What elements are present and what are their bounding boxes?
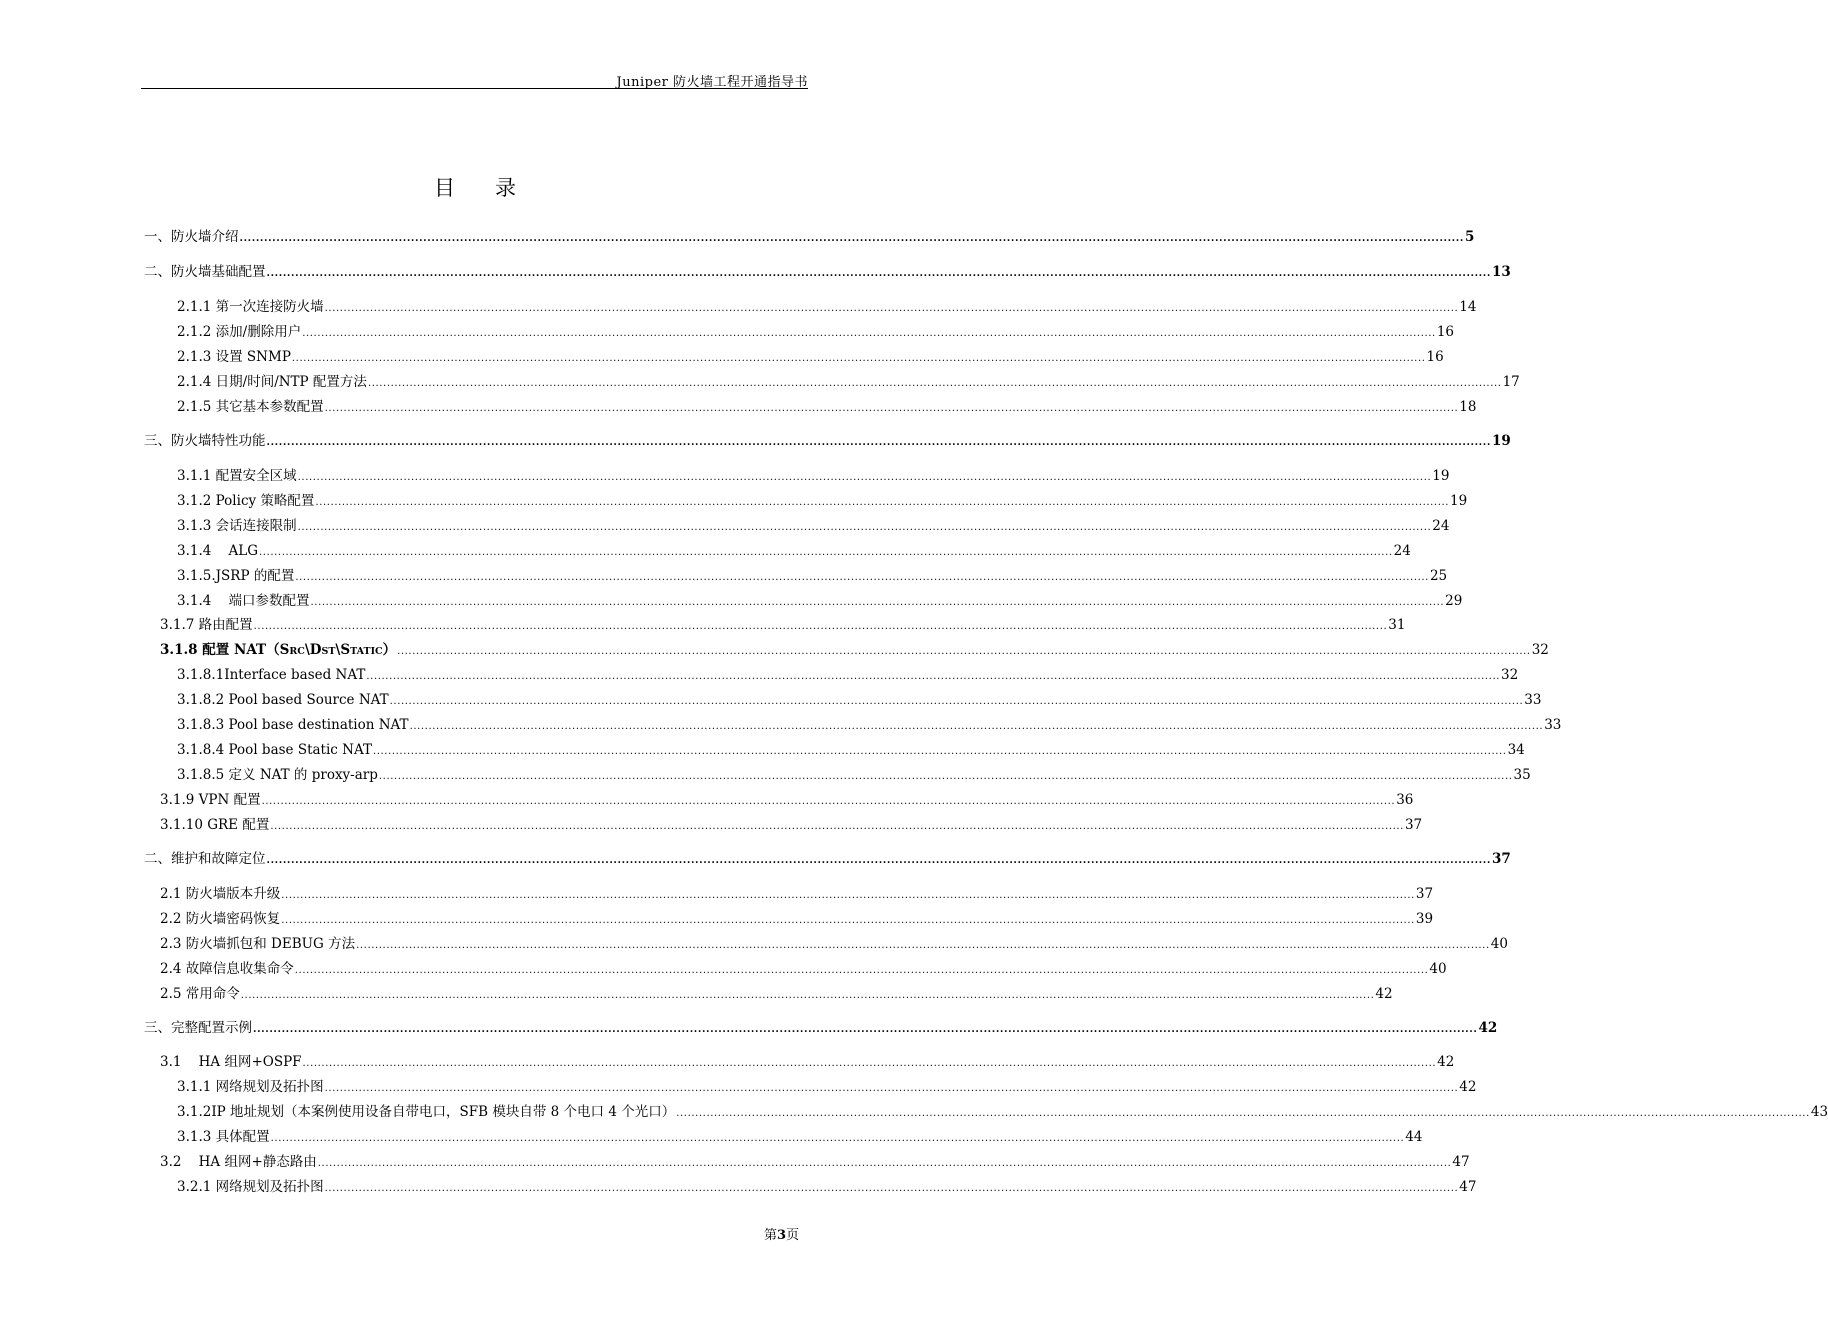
toc-entry-label: 3.1.8 配置 NAT（S: [160, 642, 290, 658]
toc-entry[interactable]: [177, 567, 1448, 585]
toc-entry-label: 3.1.2IP 地址规划（本案例使用设备自带电口，SFB 模块自带 8 个电口 4 个光口）: [177, 1104, 676, 1120]
toc-dot-leader: ............................................................................................................................................................................................................................................................................................................: [240, 990, 1375, 1001]
toc-entry-page-number: 44: [1405, 1129, 1423, 1145]
toc-dot-leader: ............................................................................................................................................................................................................................................................................................................: [259, 547, 1393, 558]
toc-entry[interactable]: [160, 641, 1549, 659]
toc-entry-page-number: 13: [1491, 264, 1511, 280]
toc-entry-label: 二、维护和故障定位: [144, 851, 266, 867]
toc-dot-leader: ............................................................................................................................................................................................................................................................................................................: [270, 821, 1404, 832]
toc-entry-page-number: 42: [1437, 1054, 1455, 1070]
toc-entry-label: 3.1.1 配置安全区域: [177, 468, 297, 484]
toc-entry[interactable]: [177, 691, 1542, 709]
toc-dot-leader: ............................................................................................................................................................................................................................................................................................................: [261, 796, 1396, 807]
toc-entry[interactable]: [160, 960, 1447, 978]
toc-entry-label: 3.1.1 网络规划及拓扑图: [177, 1079, 324, 1095]
toc-entry-page-number: 42: [1375, 986, 1393, 1002]
nat-letter-s: S: [340, 642, 351, 658]
toc-entry[interactable]: [177, 542, 1411, 560]
toc-entry-label: 三、完整配置示例: [144, 1020, 252, 1036]
toc-title: 目录: [434, 176, 556, 200]
toc-entry[interactable]: [177, 1078, 1477, 1096]
toc-dot-leader: ............................................................................................................................................................................................................................................................................................................: [324, 1083, 1459, 1094]
toc-dot-leader: ............................................................................................................................................................................................................................................................................................................: [281, 890, 1415, 901]
toc-entry-label: 3.1 HA 组网+OSPF: [160, 1054, 302, 1070]
nat-subscript-tatic: TATIC: [350, 646, 383, 657]
toc-entry-label: 2.5 常用命令: [160, 986, 240, 1002]
toc-entry[interactable]: [160, 910, 1434, 928]
footer-page-number: 3: [777, 1228, 787, 1243]
toc-dot-leader: ............................................................................................................................................................................................................................................................................................................: [389, 696, 1524, 707]
toc-entry-page-number: 16: [1436, 324, 1455, 340]
toc-entry[interactable]: [177, 741, 1525, 759]
toc-entry[interactable]: [177, 716, 1562, 734]
toc-entry-label: 3.1.8.1Interface based NAT: [177, 667, 366, 683]
toc-entry-label: 2.1.1 第一次连接防火墙: [177, 299, 324, 315]
toc-entry[interactable]: [160, 616, 1406, 634]
toc-entry-label: 3.2 HA 组网+静态路由: [160, 1154, 317, 1170]
toc-entry-page-number: 29: [1445, 593, 1463, 609]
toc-entry-label: 2.1.2 添加/删除用户: [177, 324, 302, 340]
toc-entry-label: 3.1.4 端口参数配置: [177, 593, 310, 609]
toc-entry-page-number: 33: [1544, 717, 1562, 733]
toc-dot-leader: ............................................................................................................................................................................................................................................................................................................: [367, 378, 1502, 389]
toc-entry-page-number: 40: [1490, 936, 1508, 952]
toc-entry[interactable]: [177, 1128, 1423, 1146]
toc-entry[interactable]: [160, 985, 1393, 1003]
footer-prefix: 第: [764, 1228, 778, 1243]
footer-suffix: 页: [786, 1228, 800, 1243]
toc-entry[interactable]: [177, 348, 1444, 366]
header-rule: [141, 88, 808, 89]
toc-entry-label: 3.2.1 网络规划及拓扑图: [177, 1179, 324, 1195]
toc-entry[interactable]: [177, 373, 1520, 391]
toc-entry-label: 3.1.2 Policy 策略配置: [177, 493, 315, 509]
toc-entry[interactable]: [160, 816, 1423, 834]
toc-entry-page-number: 35: [1513, 767, 1531, 783]
toc-dot-leader: ............................................................................................................................................................................................................................................................................................................: [317, 1158, 1452, 1169]
toc-entry-label: 2.1.3 设置 SNMP: [177, 349, 291, 365]
toc-entry[interactable]: [177, 323, 1455, 341]
toc-dot-leader: ............................................................................................................................................................................................................................................................................................................: [397, 646, 1531, 657]
toc-dot-leader: ............................................................................................................................................................................................................................................................................................................: [324, 303, 1459, 314]
toc-entry[interactable]: [144, 263, 1511, 281]
nat-close-paren: ）: [382, 642, 397, 658]
toc-entry[interactable]: [177, 592, 1463, 610]
toc-entry-page-number: 32: [1531, 642, 1549, 658]
toc-entry-page-number: 37: [1491, 851, 1511, 867]
toc-dot-leader: ............................................................................................................................................................................................................................................................................................................: [266, 855, 1491, 866]
toc-dot-leader: ............................................................................................................................................................................................................................................................................................................: [253, 621, 1388, 632]
toc-entry-label: 3.1.8.3 Pool base destination NAT: [177, 717, 409, 733]
toc-dot-leader: ............................................................................................................................................................................................................................................................................................................: [297, 522, 1432, 533]
toc-entry-page-number: 43: [1810, 1104, 1828, 1120]
toc-dot-leader: ............................................................................................................................................................................................................................................................................................................: [356, 940, 1490, 951]
toc-entry[interactable]: [160, 935, 1508, 953]
toc-entry-page-number: 39: [1415, 911, 1434, 927]
toc-entry-label: 3.1.4 ALG: [177, 543, 259, 559]
toc-dot-leader: ............................................................................................................................................................................................................................................................................................................: [366, 671, 1501, 682]
toc-entry-label: 3.1.8.4 Pool base Static NAT: [177, 742, 372, 758]
nat-subscript-st: ST: [321, 646, 336, 657]
toc-entry-label: 3.1.10 GRE 配置: [160, 817, 270, 833]
toc-entry-page-number: 24: [1432, 518, 1450, 534]
toc-entry[interactable]: [177, 398, 1477, 416]
toc-entry-label: 3.1.9 VPN 配置: [160, 792, 261, 808]
toc-entry-page-number: 34: [1507, 742, 1525, 758]
nat-separator: \: [335, 642, 341, 658]
toc-dot-leader: ............................................................................................................................................................................................................................................................................................................: [310, 597, 1445, 608]
running-header-title: Juniper 防火墙工程开通指导书: [616, 75, 808, 90]
toc-dot-leader: ............................................................................................................................................................................................................................................................................................................: [324, 1183, 1459, 1194]
nat-subscript-rc: RC: [289, 646, 305, 657]
toc-dot-leader: ............................................................................................................................................................................................................................................................................................................: [378, 771, 1513, 782]
toc-entry-page-number: 37: [1404, 817, 1423, 833]
toc-dot-leader: ............................................................................................................................................................................................................................................................................................................: [302, 1058, 1437, 1069]
nat-separator: \: [304, 642, 310, 658]
toc-entry[interactable]: [144, 1019, 1498, 1037]
page-footer: [764, 1224, 799, 1243]
toc-entry-page-number: 40: [1429, 961, 1447, 977]
toc-dot-leader: ............................................................................................................................................................................................................................................................................................................: [302, 328, 1436, 339]
toc-entry[interactable]: [177, 492, 1468, 510]
toc-entry-page-number: 24: [1393, 543, 1411, 559]
toc-dot-leader: ............................................................................................................................................................................................................................................................................................................: [266, 268, 1491, 279]
toc-dot-leader: ............................................................................................................................................................................................................................................................................................................: [253, 1024, 1478, 1035]
toc-entry[interactable]: [160, 1153, 1470, 1171]
toc-dot-leader: ............................................................................................................................................................................................................................................................................................................: [294, 965, 1429, 976]
toc-entry[interactable]: [144, 228, 1475, 246]
toc-entry-page-number: 14: [1459, 299, 1477, 315]
toc-dot-leader: ............................................................................................................................................................................................................................................................................................................: [676, 1108, 1810, 1119]
toc-dot-leader: ............................................................................................................................................................................................................................................................................................................: [315, 497, 1450, 508]
toc-entry-page-number: 16: [1426, 349, 1444, 365]
toc-entry[interactable]: [160, 791, 1414, 809]
toc-entry[interactable]: [177, 467, 1450, 485]
toc-entry-page-number: 31: [1388, 617, 1406, 633]
toc-entry-label: 2.1.4 日期/时间/NTP 配置方法: [177, 374, 367, 390]
toc-entry[interactable]: [177, 666, 1519, 684]
toc-dot-leader: ............................................................................................................................................................................................................................................................................................................: [409, 721, 1544, 732]
toc-entry[interactable]: [177, 766, 1531, 784]
toc-entry-label: 3.1.5.JSRP 的配置: [177, 568, 295, 584]
toc-entry-label: 2.1 防火墙版本升级: [160, 886, 281, 902]
toc-entry-page-number: 18: [1459, 399, 1477, 415]
toc-entry-page-number: 33: [1524, 692, 1542, 708]
toc-entry-label: 2.3 防火墙抓包和 DEBUG 方法: [160, 936, 356, 952]
toc-entry[interactable]: [177, 1103, 1828, 1121]
toc-entry-page-number: 19: [1432, 468, 1450, 484]
toc-entry-page-number: 37: [1415, 886, 1434, 902]
toc-entry[interactable]: [160, 885, 1434, 903]
toc-entry[interactable]: [177, 517, 1450, 535]
toc-dot-leader: ............................................................................................................................................................................................................................................................................................................: [291, 353, 1426, 364]
toc-entry-page-number: 5: [1464, 229, 1475, 245]
toc-dot-leader: ............................................................................................................................................................................................................................................................................................................: [295, 572, 1429, 583]
toc-dot-leader: ............................................................................................................................................................................................................................................................................................................: [270, 1133, 1405, 1144]
toc-entry[interactable]: [144, 432, 1511, 450]
toc-entry-label: 一、防火墙介绍: [144, 229, 239, 245]
toc-entry-label: 3.1.3 会话连接限制: [177, 518, 297, 534]
toc-entry-label: 2.2 防火墙密码恢复: [160, 911, 281, 927]
toc-dot-leader: ............................................................................................................................................................................................................................................................................................................: [297, 472, 1432, 483]
toc-entry-page-number: 42: [1478, 1020, 1498, 1036]
toc-entry-page-number: 19: [1450, 493, 1468, 509]
toc-entry-label: 三、防火墙特性功能: [144, 433, 266, 449]
toc-entry-page-number: 25: [1429, 568, 1448, 584]
toc-entry-page-number: 36: [1396, 792, 1414, 808]
toc-entry-page-number: 47: [1459, 1179, 1477, 1195]
toc-entry-page-number: 47: [1452, 1154, 1470, 1170]
toc-entry-page-number: 17: [1502, 374, 1520, 390]
toc-entry[interactable]: [177, 298, 1477, 316]
toc-dot-leader: ............................................................................................................................................................................................................................................................................................................: [372, 746, 1507, 757]
toc-dot-leader: ............................................................................................................................................................................................................................................................................................................: [281, 915, 1415, 926]
toc-dot-leader: ............................................................................................................................................................................................................................................................................................................: [239, 233, 1464, 244]
toc-entry-label: 2.4 故障信息收集命令: [160, 961, 294, 977]
toc-entry[interactable]: [177, 1178, 1477, 1196]
toc-entry-page-number: 19: [1491, 433, 1511, 449]
toc-entry-page-number: 32: [1501, 667, 1519, 683]
toc-entry-label: 2.1.5 其它基本参数配置: [177, 399, 324, 415]
toc-entry-label: 二、防火墙基础配置: [144, 264, 266, 280]
toc-entry-label: 3.1.8.5 定义 NAT 的 proxy-arp: [177, 767, 378, 783]
toc-entry-page-number: 42: [1459, 1079, 1477, 1095]
toc-dot-leader: ............................................................................................................................................................................................................................................................................................................: [324, 403, 1459, 414]
nat-letter-d: D: [309, 642, 322, 658]
toc-dot-leader: ............................................................................................................................................................................................................................................................................................................: [266, 437, 1491, 448]
toc-entry[interactable]: [144, 850, 1511, 868]
toc-entry[interactable]: [160, 1053, 1455, 1071]
toc-entry-label: 3.1.8.2 Pool based Source NAT: [177, 692, 389, 708]
toc-entry-label: 3.1.7 路由配置: [160, 617, 253, 633]
toc-entry-label: 3.1.3 具体配置: [177, 1129, 270, 1145]
